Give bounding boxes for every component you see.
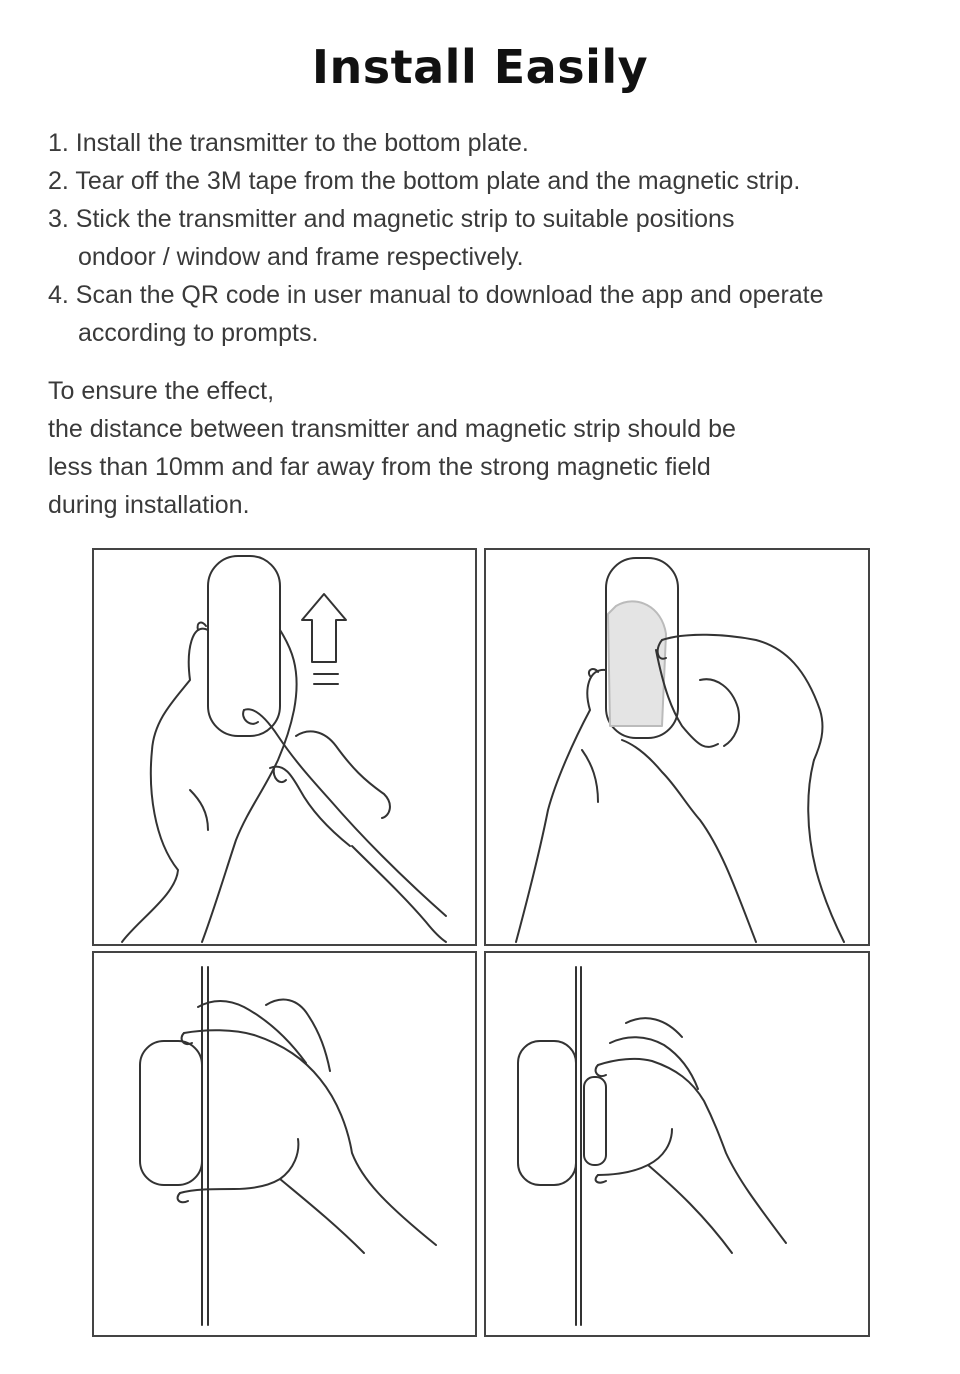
note-line-4: during installation. xyxy=(48,491,250,519)
note-line-1: To ensure the effect, xyxy=(48,377,275,405)
step-4-continued: according to prompts. xyxy=(78,319,319,347)
hand-back-outline xyxy=(622,740,756,942)
right-middle-finger xyxy=(700,679,739,746)
palm-crease xyxy=(190,790,208,830)
step-3: 3. Stick the transmitter and magnetic strip to suitable positions xyxy=(48,205,735,233)
step-2: 2. Tear off the 3M tape from the bottom plate and the magnetic strip. xyxy=(48,167,801,195)
page-title: Install Easily xyxy=(311,40,649,94)
wrist-line xyxy=(648,1165,732,1253)
arrow-up-icon xyxy=(302,594,346,662)
install-transmitter-illustration xyxy=(94,550,479,948)
step-3-continued: ondoor / window and frame respectively. xyxy=(78,243,524,271)
transmitter-device xyxy=(140,1041,202,1185)
step-1: 1. Install the transmitter to the bottom plate. xyxy=(48,129,529,157)
stick-transmitter-illustration xyxy=(94,953,479,1339)
adhesive-tape-sheet xyxy=(608,601,666,726)
right-index-finger xyxy=(662,635,822,760)
right-middle-finger xyxy=(610,1037,698,1089)
fingernail xyxy=(596,1065,606,1076)
note-line-2: the distance between transmitter and magnetic strip should be xyxy=(48,415,736,443)
transmitter-device xyxy=(518,1041,576,1185)
right-middle-finger xyxy=(198,1001,306,1063)
palm-crease xyxy=(582,750,598,802)
installation-note xyxy=(48,372,928,524)
left-hand-outline xyxy=(122,629,208,942)
right-index-finger xyxy=(244,709,446,916)
fingernail xyxy=(178,1193,188,1202)
note-line-3: less than 10mm and far away from the strong magnetic field xyxy=(48,453,711,481)
install-steps xyxy=(48,124,928,352)
step-4: 4. Scan the QR code in user manual to download the app and operate xyxy=(48,281,824,309)
right-thumb xyxy=(598,1129,672,1175)
fingernail xyxy=(596,1175,606,1183)
left-hand-outline xyxy=(516,670,606,942)
wrist-line xyxy=(280,1179,364,1253)
peel-tape-illustration xyxy=(486,550,872,948)
right-ring-finger xyxy=(626,1018,682,1037)
illustration-peel-tape xyxy=(484,548,870,946)
magnetic-strip xyxy=(584,1077,606,1165)
right-ring-finger xyxy=(266,1000,330,1071)
wrist-line xyxy=(352,846,446,942)
right-index-finger xyxy=(184,1030,436,1245)
illustration-install-transmitter xyxy=(92,548,477,946)
illustration-stick-magnet xyxy=(484,951,870,1337)
wrist-line xyxy=(808,760,844,942)
illustration-stick-transmitter xyxy=(92,951,477,1337)
stick-magnet-illustration xyxy=(486,953,872,1339)
right-index-finger xyxy=(598,1059,786,1243)
